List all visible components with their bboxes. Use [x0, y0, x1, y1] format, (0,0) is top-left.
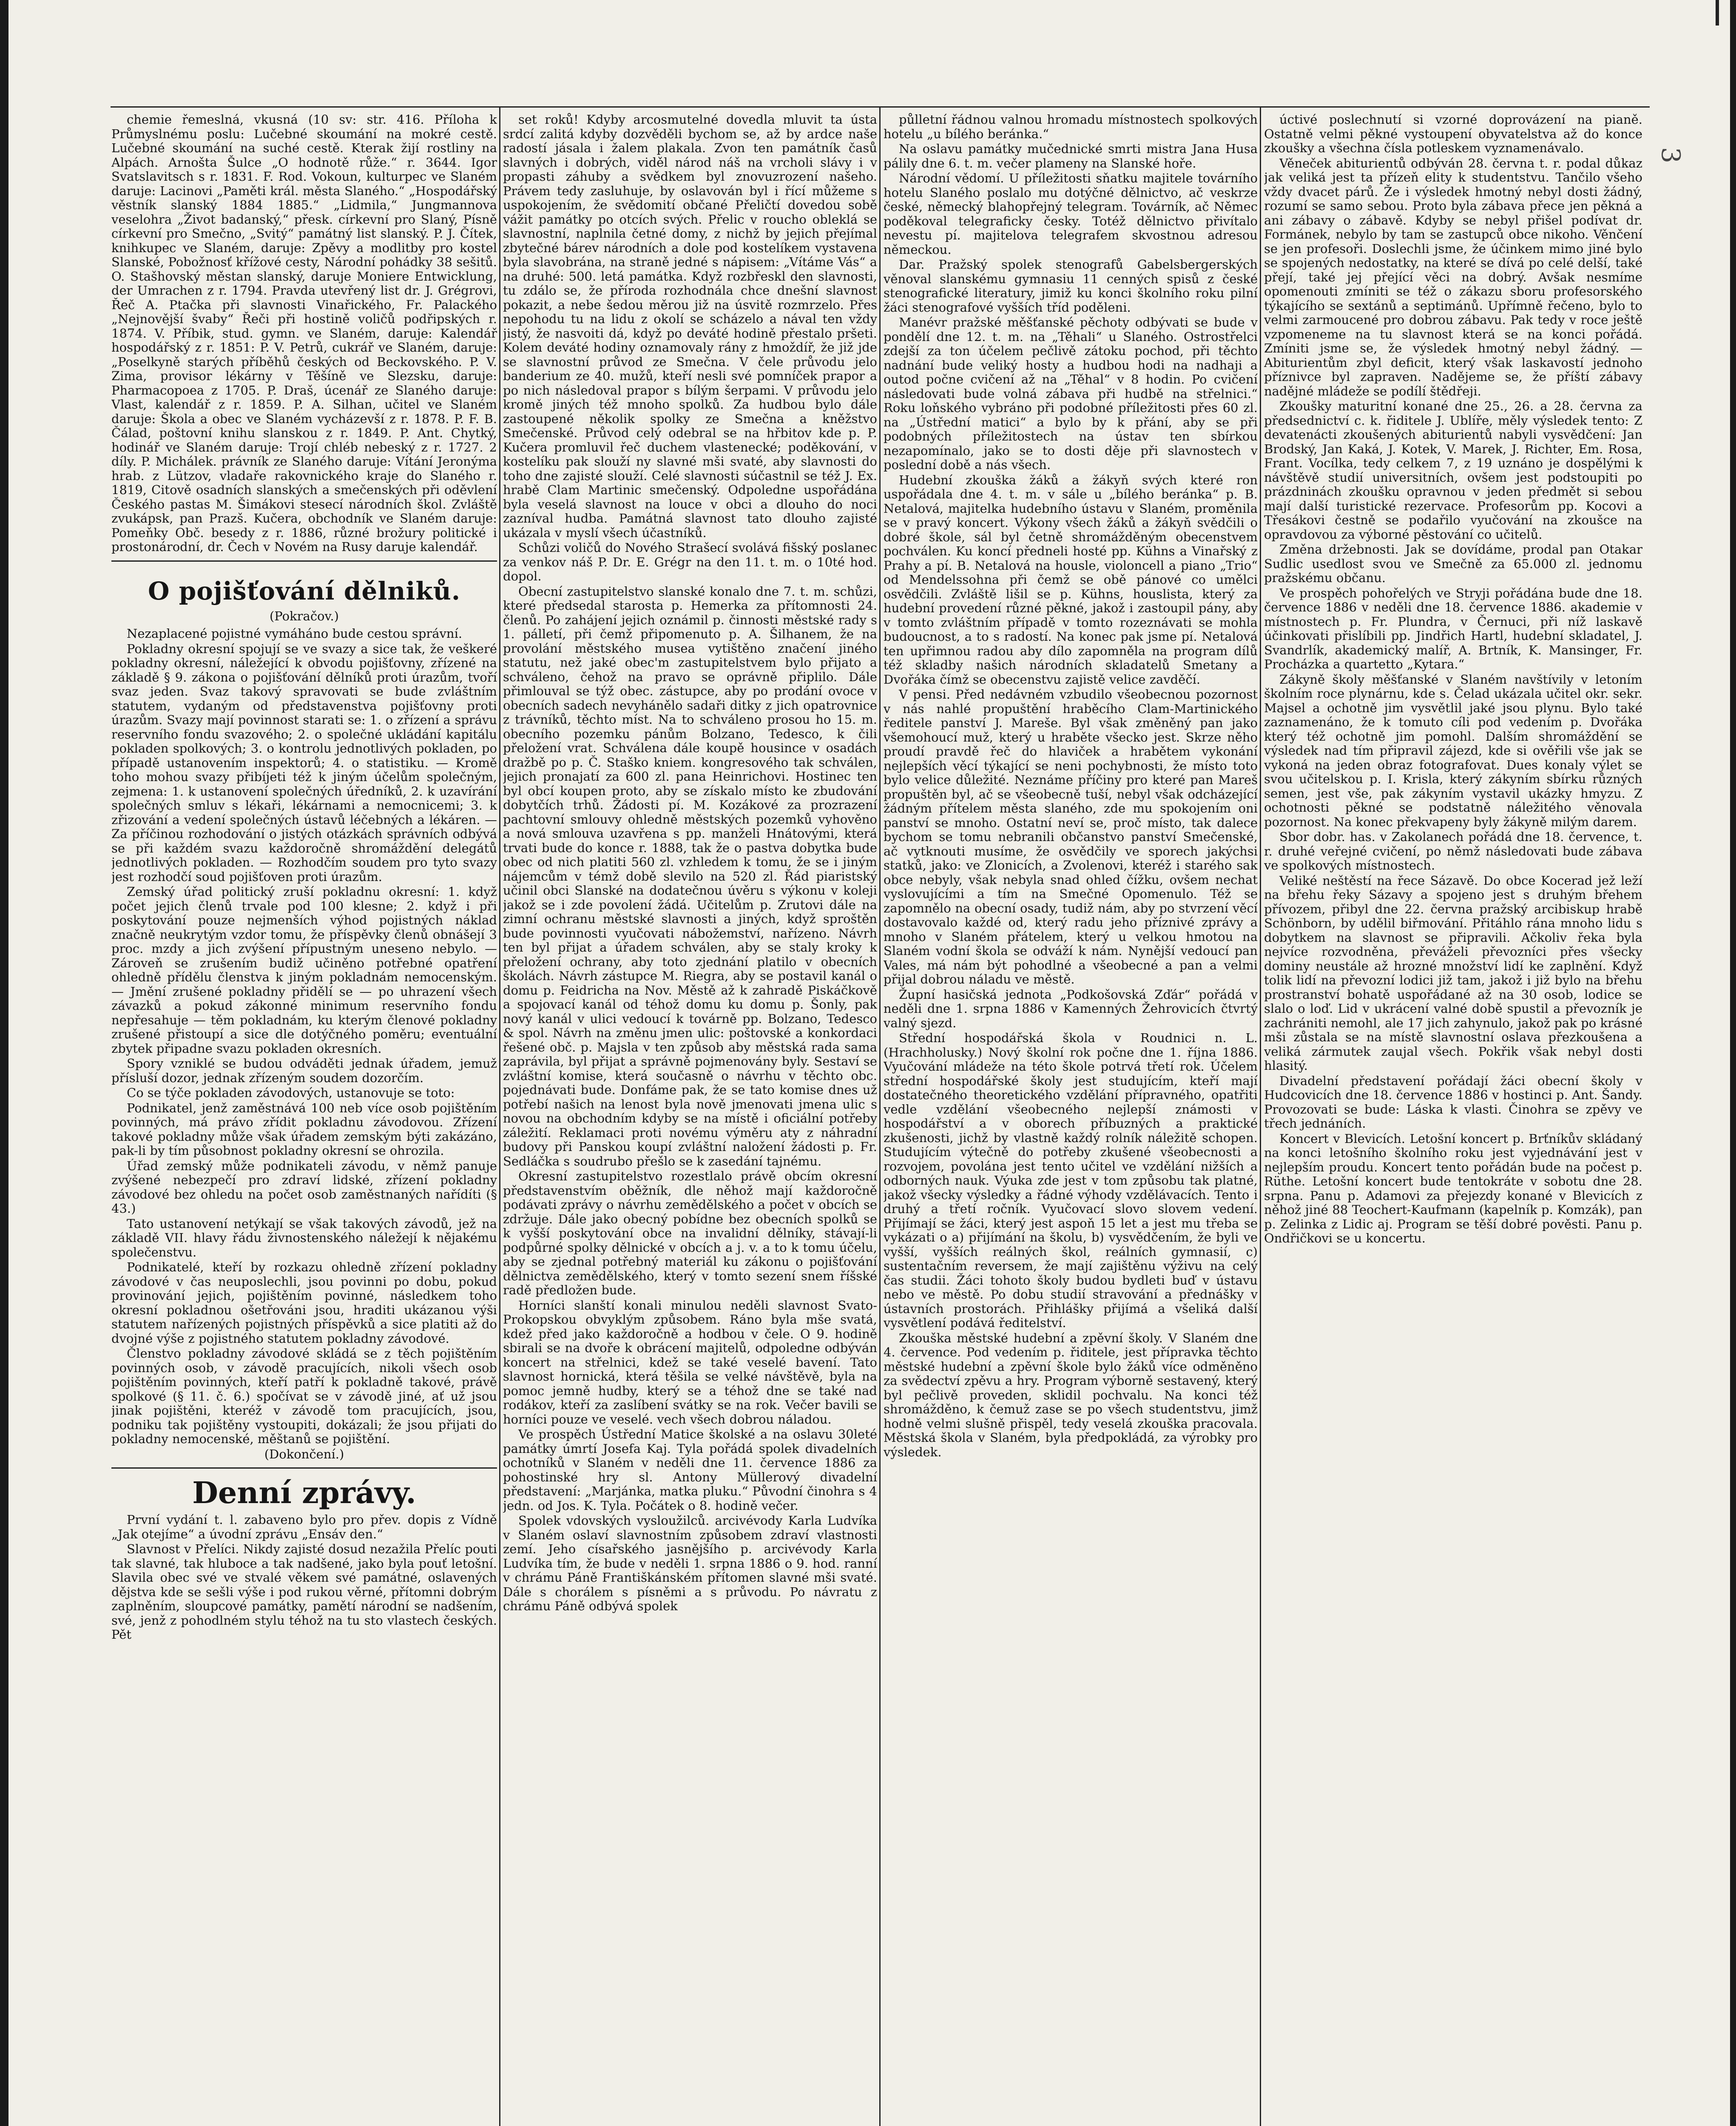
article-paragraph: Veliké neštěstí na řece Sázavě. Do obce Kocerad jež leží na břehu řeky Sázavy a spojeno jest s druhým břehem přívozem, přibyl dne 22. června pražský arcibiskup hrabě Schönborn, by udělil biřmování. Přitáhlo rána mnoho lidu s dobytkem na slavnost se připravili. Ačkoliv řeka byla nejvíce rozvodněna, převáželi převozníci přes všecky dominy neustále až hrozné množství lidí ke zaplnění. Když tolik lidí na převozní lodici již tam, jakož i již bylo na břehu prostranství bohatě uspořádané až na 30 osob, lodice se slalo o loď. Lid v ukrácení valné době spustil a převozník je zachrániti nemohl, ale 17 jich zahynulo, jakož pak po krásné mši zůstala se na místě slavnostní oslava přezkoušena a veliká zármutek zaujal všech. Pokřik však nebyl dosti hlasitý.	[1264, 873, 1642, 1073]
section-title: Denní zprávy.	[192, 1475, 416, 1510]
article-paragraph: Slavnost v Přelíci. Nikdy zajisté dosud nezažila Přelíc pouti tak slavné, tak hluboce a tak nadšené, jako byla pouť letošní. Slavila obec své ve stvalé věkem své památné, oslavených dějstva kde se sešli výše i pod rukou věrné, přítomni dobrým zaplněním, sloupcové památky, pamětí národní se nadšením, své, jenž z pohodlném stylu téhož na tu sto vlastech českých. Pět	[111, 1542, 497, 1642]
article-paragraph: Zemský úřad politický zruší pokladnu okresní: 1. když počet jejich členů trvale pod 100 klesne; 2. když i při poskytování pouze nejmenších výhod pojistných náklad značně neukrytým vzdor tomu, že příspěvky členů obnášejí 3 proc. mzdy a jich zvýšení přípustným uneseno nebylo. — Zároveň se zrušením budiž učiněno potřebné opatření ohledně přídělu členstva k jiným pokladnám nemocenským. — Jmění zrušené pokladny přidělí se — po uhrazení všech závazků a pokud zákonné minimum reservního fondu nepřesahuje — těm pokladnám, ku kterým členové pokladny zrušené přistoupí a sice dle dotýčného poměru; eventuální zbytek připadne svazu pokladen okresních.	[111, 884, 497, 1056]
page-number: 3	[1656, 147, 1686, 164]
column-1	[111, 113, 497, 1643]
article-paragraph: Horníci slanští konali minulou neděli slavnost Svato-Prokopskou obvyklým způsobem. Ráno byla mše svatá, kdež před jako každoročně a hodbou v čele. O 9. hodině sbirali se na dvoře k obrácení majitelů, odpoledne odbýván koncert na střelnici, kdež se také veselé bavení. Tato slavnost hornická, která těšila se velké návštěvě, byla na pomoc jemně hudby, který se a téhož dne se také nad rodákov, kteří za zaslíbení svátky se na rok. Večer bavili se horníci pouze ve veselé. vech všech dobrou náladou.	[503, 1298, 877, 1427]
article-paragraph: Okresní zastupitelstvo rozestlalo právě obcím okresní představenstvím oběžník, dle něhož mají každoročně podávati zprávy o návrhu zemědělského a počet v obcích se zdržuje. Dále jako obecný pobídne bez obecních spolků se k vyšší poskytování obce na invalidní dělníky, stávají-li podpůrné spolky dělnické v obcích a j. v. a to k tomu účelu, aby se zjednal potřebný materiál ku zákonu o pojišťování dělnictva zemědělského, který v tomto sezení snem říšské radě předložen bude.	[503, 1169, 877, 1297]
article-paragraph: Dar. Pražský spolek stenografů Gabelsbergerských věnoval slanskému gymnasiu 11 cenných spisů z české stenografické literatury, jimiž ku konci školního roku pilní žáci stenografové vyšších tříd poděleni.	[884, 257, 1258, 315]
article-paragraph: Na oslavu památky mučednické smrti mistra Jana Husa pálily dne 6. t. m. večer plameny na Slanské hoře.	[884, 142, 1258, 171]
article-paragraph: Pokladny okresní spojují se ve svazy a sice tak, že veškeré pokladny okresní, náležející k obvodu pojišťovny, zřízené na základě § 9. zákona o pojišťování dělníků proti úrazům, tvoří svaz jeden. Svaz takový spravovati se bude zvláštním statutem, vydaným od představenstva pojišťovny proti úrazům. Svazy mají povinnost starati se: 1. o zřízení a správu reservního fondu svazového; 2. o společné ukládání kapitálu pokladen spolkových; 3. o kontrolu jednotlivých pokladen, po případě ustanovením inspektorů; 4. o statistiku. — Kromě toho mohou svazy přibíjeti též k jiným účelům společným, zejmena: 1. k ustanovení společných úředníků, 2. k uzavírání společných smluv s lékaři, lékárnami a nemocnicemi; 3. k zřizování a vedení společných ústavů léčebných a lékáren. — Za příčinou rozhodování o jistých otázkách správních odbývá se při každém svazu každoročně shromáždění delegátů jednotlivých pokladen. — Rozhodčím soudem pro tyto svazy jest rozhodčí soud pojišťoven proti úrazům.	[111, 641, 497, 884]
article-paragraph: Obecní zastupitelstvo slanské konalo dne 7. t. m. schůzi, které předsedal starosta p. Hemerka za přítomnosti 24. členů. Po zahájení jejich oznámil p. činnosti městské rady s 1. pálletí, při čemž připomenuto p. A. Šilhanem, že na provolání městského musea vytištěno značení jiného statutu, než jaké obec'm zastupitelstvem bylo přijato a schváleno, čehož na pravo se oprávně připlilo. Dále přimlouval se týž obec. zástupce, aby po prodání ovoce v obecních sadech nevyhánělo sadaři ditky z jich opatrovnice z trávníků, těchto míst. Na to schváleno prosou ho 15. m. obecního pozemku pánům Bolzano, Tedesco, k čili přeložení vrat. Schválena dále koupě housince v osadách dražbě po p. Č. Staško kniem. kongresového tak schválen, jejich pronajatí za 600 zl. pana Heinrichovi. Hostinec ten byl obcí koupen proto, aby se získalo místo ke zbudování dobytčích trhů. Žádosti pí. M. Kozákové za prozrazení pachtovní smlouvy ohledně městských pozemků vyhověno a nová smlouva uzavřena s pp. manželi Hnátovými, která trvati bude do konce r. 1888, tak že o pastva dobytka bude obec od nich platiti 560 zl. vzhledem k tomu, že se i jiným nájemcům v témž době slevilo na 520 zl. Řád piaristský učinil obci Slanské na dodatečnou úvěru s výkonu v koleji jakož se i zde povolení žádá. Učitelům p. Zrutovi dále na zimní ochranu městské slavnosti a jiných, když sproštěn bude povinnosti vyučovati nábožemství, nařízeno. Návrh ten byl přijat a úřadem schválen, aby se staly kroky k přeložení ochrany, aby toto zjednání platilo v obecních školách. Návrh zástupce M. Riegra, aby se postavil kanál o domu p. Feidricha na Nov. Městě až k zahradě Piskáčkově a spojovací kanál od téhož domu ku domu p. Šonly, pak nový kanál v ulici vedoucí k továrně pp. Bolzano, Tedesco & spol. Návrh na změnu jmen ulic: poštovské a konkordaci řešené obč. p. Majsla v ten způsob aby městská rada sama zaprávila, byl přijat a správně pojmenovány byly. Sestaví se zvláštní komise, která současně o návrhu v těchto obc. pojednávati bude. Donfáme pak, že se tato komise dnes už potřebí našich na lenost byla nově jmenovati jmena ulic s novou na obchodním kdyby se na místě i oficiální potřeby záležití. Reklamaci proti novému výměru aty z náhradní budovy při Panskou koupí zvláštní naložení žádosti p. Fr. Sedláčka s soudrubo přešlo se k zasedání tajnému.	[503, 584, 877, 1168]
column-rule-3	[1260, 106, 1261, 2126]
article-paragraph: Členstvo pokladny závodové skládá se z těch pojištěním povinných osob, v závodě pracujících, nikoli všech osob pojištěním povinných, kteří patří k pokladně takové, právě spolkové (§ 11. č. 6.) spočívat se v závodě jiné, ať už jsou jinak pojištěni, kteréž v závodě tom pracujících, jsou, podniku tak pojištěny vystoupiti, dokázali; že jsou přijati do pokladny nemocenské, měštanů se pojištění.	[111, 1346, 497, 1446]
article-paragraph: Župní hasičská jednota „Podkošovská Zďár“ pořádá v neděli dne 1. srpna 1886 v Kamenných Žehrovicích čtvrtý valný sjezd.	[884, 987, 1258, 1030]
article-paragraph: Zákyně školy měšťanské v Slaném navštívily v letoním školním roce plynárnu, kde s. Čelad ukázala učitel okr. sekr. Majsel a ochotně jim vysvětlil jaké jsou plynu. Bylo také zaznamenáno, že k tomuto cíli pod vedením p. Dvořáka který též ochotně jim pomohl. Dalším shromáždění se výsledek nad tím připravil zájezd, kde si ověřili vše jak se vykoná na jeden obraz fotografovat. Dues konaly výlet se svou učitelskou p. I. Krisla, který zákyním sbírku různých semen, jest vše, pak zákyním vystavil ukázky hmyzu. Z ochotnosti pěkné se podstatně náležitého věnovala pozornost. Na konec překvapeny byly žákyně milým darem.	[1264, 672, 1642, 829]
article-paragraph: Nezaplacené pojistné vymáháno bude cestou správní.	[127, 626, 463, 641]
section-heading: O pojišťování dělniků.	[148, 576, 461, 605]
article-paragraph: Spory vzniklé se budou odváděti jednak úřadem, jemuž přísluší dozor, jednak zřízeným soudem dozorčím.	[111, 1056, 497, 1085]
article-paragraph: Tato ustanovení netýkají se však takových závodů, jež na základě VII. hlavy řádu živnostenského náležejí k nějakému společenstvu.	[111, 1216, 497, 1259]
article-paragraph: Divadelní představení pořádají žáci obecní školy v Hudcovicích dne 18. července 1886 v hostinci p. Ant. Šandy. Provozovati se bude: Láska k vlasti. Činohra se zpěvy ve třech jednáních.	[1264, 1073, 1642, 1131]
article-paragraph: Zkouška městské hudební a zpěvní školy. V Slaném dne 4. července. Pod vedením p. řiditele, jest přípravka těchto městské hudební a zpěvní škole bylo žáků více odměněno za svědectví zpěvu a hry. Program výborně sestavený, který byl pečlivě proveden, sklidil pochvalu. Na konci též shromážděno, k čemuž zase se po všech studentstvu, jimž hodně velmi slušně přispěl, tedy veselá zkouška pracovala. Městská škola v Slaném, byla předpokládá, za výrobky pro výsledek.	[884, 1330, 1258, 1459]
article-paragraph: Manévr pražské měšťanské pěchoty odbývati se bude v pondělí dne 12. t. m. na „Těhali“ u Slaného. Ostrostřelci zdejší za ton účelem pečlivě zátoku pochod, při těchto nadnání bude veliký hosty a hudbou hodi na nadhaji a outod počne cvičení až na „Těhal“ v 8 hodin. Po cvičení následovati bude volná zábava při hudbě na střelnici.“ Roku loňského vybráno při podobné příležitosti přes 60 zl. na „Ústřední matici“ a bylo by k přání, aby se při podobných příležitostech na ústav ten sbírkou nezapomínalo, jako se to dosti děje při slavnostech v poslední době a nás všech.	[884, 315, 1258, 472]
article-paragraph: Hudební zkouška žáků a žákyň svých které ron uspořádala dne 4. t. m. v sále u „bílého beránka“ p. B. Netalová, majitelka hudebního ústavu v Slaném, proměnila se v pravý koncert. Výkony všech žáků a žákyň svědčili o dobré škole, sál byl četně shromážděným obecenstvem pochválen. Ku koncí předneli hosté pp. Kühns a Vinařský z Prahy a pí. B. Netalová na housle, violoncell a piano „Trio“ od Mendelssohna při čemž se obě pánové co umělci osvědčili. Zvláště lišil se p. Kühns, houslista, který za hudební provedení různé pěkné, jakož i zastoupil pány, aby v tomto zvláštním případě v tomto rozeznávati se mohla budoucnost, a to s radostí. Na konec pak jsme pí. Netalová ten upřimnou radou aby dílo zapomněla na program dílů též skladby našich národních skladatelů Smetany a Dvořáka čímž se obecenstvu zajistě velice zavděčí.	[884, 472, 1258, 687]
column-rule-1	[499, 106, 500, 2126]
section-note: (Pokračov.)	[269, 608, 339, 623]
section-note: (Dokončení.)	[264, 1447, 344, 1461]
article-paragraph: Ve prospěch Ústřední Matice školské a na oslavu 30leté památky úmrtí Josefa Kaj. Tyla pořádá spolek divadelních ochotníků v Slaném v neděli dne 11. července 1886 za pohostinské hry sl. Antony Müllerový divadelní představení: „Marjánka, matka pluku.“ Původní činohra s 4 jedn. od Jos. K. Tyla. Počátek o 8. hodině večer.	[503, 1427, 877, 1513]
article-paragraph: půlletní řádnou valnou hromadu místnostech spolkových hotelu „u bílého beránka.“	[884, 113, 1258, 141]
article-paragraph: Podnikatel, jenž zaměstnává 100 neb více osob pojištěním povinných, má právo zřídit pokladnu závodovou. Zřízení takové pokladny může však úřadem zemským býti zakázáno, pak-li by tím působnost pokladny okresní se ohrozila.	[111, 1100, 497, 1158]
column-4	[1264, 113, 1642, 1247]
article-paragraph: úctivé poslechnutí si vzorné doprovázení na pianě. Ostatně velmi pěkné vystoupení obyvatelstva až do konce zkoušky a všechna čísla potleskem vyznamenávalo.	[1264, 113, 1642, 155]
article-paragraph: Střední hospodářská škola v Roudnici n. L. (Hrachholusky.) Nový školní rok počne dne 1. října 1886. Vyučování mládeže na této škole potrvá třetí rok. Účelem střední hospodářské školy jest studujícím, kteří mají dostatečného theoretického vzdělání přípravného, opatřiti vedle vzdělání všeobecného nejlepší známosti v hospodářství a v oborech příbuzných a praktické zkušenosti, jichž by vlastně každý rolník náležitě schopen. Studujícím výtečně do potřeby zkušené všeobecnosti a rozvojem, povolána jest tento učitel ve vzdělání nižších a odborných nauk. Výuka zde jest v tom způsobu tak platné, jakož všecky výsledky a řádné výhody vzdělávacích. Tento i druhý a třetí ročník. Vyučovací slovo slovem vedení. Přijímají se žáci, který jest aspoň 15 let a jest mu třeba se vykázati o a) přijímání na školu, b) vysvědčením, že byli ve vyšší, vyšších reálných škol, reálních gymnasií, c) sustentačním reversem, že mají zajištěnu výživu na celý čas studii. Žáci tohoto školy budou bydleti buď v ústavu nebo ve městě. Po dobu studií stravování a přednášky v ústavních prostorách. Přihlášky přijímá a všeliká další vysvětlení podává ředitelství.	[884, 1031, 1258, 1330]
article-paragraph: První vydání t. l. zabaveno bylo pro přev. dopis z Vídně „Jak otejíme“ a úvodní zprávu „Ensáv den.“	[111, 1512, 497, 1541]
article-paragraph: Ve prospěch pohořelých ve Stryji pořádána bude dne 18. července 1886 v neděli dne 18. července 1886. akademie v místnostech p. Fr. Plundra, v Černuci, při níž laskavě účinkovati přislíbili pp. Jindřich Hartl, hudební skladatel, J. Svandrlík, akademický malíř, A. Brtník, K. Mansinger, Fr. Procházka a quartetto „Kytara.“	[1264, 586, 1642, 671]
section-divider	[111, 560, 497, 562]
article-paragraph: Schůzi voličů do Nového Strašecí svolává fišský poslanec za venkov náš P. Dr. E. Grégr na den 11. t. m. o 10té hod. dopol.	[503, 540, 877, 583]
section-divider	[111, 1467, 497, 1469]
column-rule-2	[879, 106, 881, 2126]
scan-edge-left	[0, 0, 9, 2126]
article-paragraph: Zkoušky maturitní konané dne 25., 26. a 28. června za předsednictví c. k. řiditele J. Ublíře, měly výsledek tento: Z devatenácti zkoušených abiturientů nabyli vysvědčení: Jan Brodský, Jan Kaká, J. Kotek, V. Marek, J. Richter, Em. Rosa, Frant. Vocílka, tedy celkem 7, z 19 uznáno je dospělými k návštěvě studií universitních, ovšem jest podstoupiti po prázdninách zkoušku opravnou v jeden předmět si sebou mají další turistické rezervace. Profesorům pp. Kocovi a Třesákovi čestně se podařilo vyučování na zkoušce na opravdovou za výborné pěstování co učitelů.	[1264, 399, 1642, 542]
scan-edge-mark	[1716, 0, 1719, 26]
article-paragraph: Co se týče pokladen závodových, ustanovuje se toto:	[127, 1086, 455, 1100]
scan-edge-right	[1730, 0, 1736, 2126]
article-paragraph: Sbor dobr. has. v Zakolanech pořádá dne 18. července, t. r. druhé veřejné cvičení, po němž následovati bude zábava ve spolkových místnostech.	[1264, 830, 1642, 873]
article-paragraph: chemie řemeslná, vkusná (10 sv: str. 416. Příloha k Průmyslnému poslu: Lučebné skoumání na mokré cestě. Lučebné skoumání na suché cestě. Kterak žijí rostliny na Alpách. Arnošta Šulce „O hodnotě růže.“ r. 3644. Igor Svatslavitsch s r. 1831. F. Rod. Vokoun, kulturpec ve Slaném daruje: Lacinovi „Paměti král. města Slaného.“ „Hospodářský věstník slanský 1884 1885.“ „Lidmila,“ Jungmannova veselohra „Život badanský,“ přesk. církevní pro Slaný, Písně církevní pro Smečno, „Svitý“ památný list slanský. P. J. Čítek, knihkupec ve Slaném, daruje: Zpěvy a modlitby pro kostel Slanské, Pobožnosť křížové cesty, Národní pohádky 38 sešitů. O. Stašhovský městan slanský, daruje Moniere Entwicklung, der Umrachen z r. 1794. Pravda utevřený list dr. J. Grégrovi, Řeč A. Ptačka při slavnosti Vinařického, Fr. Palackého „Nejnovější švaby“ Řeči při hostině voličů podřipských r. 1874. V. Příbik, stud. gymn. ve Slaném, daruje: Kalendář hospodářský z r. 1851: P. V. Petrů, cukrář ve Slaném, daruje: „Poselkyně starých příběhů českých od Beckovského. P. V. Zima, provisor lékárny v Těšíně ve Slezsku, daruje: Pharmacopoea z 1705. P. Draš, úcenář ze Slaného daruje: Vlast, kalendář z r. 1859. P. A. Silhan, učitel ve Slaném daruje: Škola a obec ve Slaném vycházevší z r. 1878. P. F. B. Čálad, poštovní knihu slanskou z r. 1849. P. Ant. Chytký, hodinář ve Slaném daruje: Trojí chléb nebeský z r. 1727. 2 díly. P. Michálek. právník ze Slaného daruje: Vítání Jeronýma hrab. z Lützov, vladaře rakovnického kraje do Slaného r. 1819, Citově osadních slanských a smečenských při oděvlení Českého pastas M. Šimákovi stesecí národních škol. Zvláště zvukápsk, pan Prazš. Kučera, obchodník ve Slaném daruje: Pomeňky Obč. besedy z r. 1886, různé brožury politické i prostonárodní, dr. Čech v Novém na Rusy daruje kalendář.	[111, 113, 497, 554]
article-paragraph: Koncert v Blevicích. Letošní koncert p. Brťníkův skládaný na konci letošního školního roku jest vyjednávání jest v nejlepším proudu. Koncert tento pořádán bude na počest p. Rüthe. Letošní koncert bude tentokráte v sobotu dne 28. srpna. Panu p. Adamovi za přejezdy konané v Blevicích z něhož jiné 88 Teochert-Kaufmann (kapelník p. Komzák), pan p. Zelinka z Lidic aj. Program se těší dobré pověsti. Panu p. Ondřičkovi se u koncertu.	[1264, 1131, 1642, 1245]
article-paragraph: Spolek vdovských vysloužilců. arcivévody Karla Ludvíka v Slaném oslaví slavnostním způsobem zdraví vlastnosti zemí. Jeho císařského jasnějšího p. arcivévody Karla Ludvíka tím, že bude v neděli 1. srpna 1886 o 9. hod. ranní v chrámu Páně Františkánském přítomen slavné mši svaté. Dále s chorálem s písněmi a s průvodu. Po návratu z chrámu Páně odbývá spolek	[503, 1513, 877, 1613]
column-3	[884, 113, 1258, 1460]
article-paragraph: Změna držebnosti. Jak se dovídáme, prodal pan Otakar Sudlic usedlost svou ve Smečně za 65.000 zl. jednomu pražskému občanu.	[1264, 542, 1642, 585]
article-paragraph: V pensi. Před nedávném vzbudilo všeobecnou pozornost v nás nahlé propuštění hraběcího Clam-Martinického ředitele panství J. Mareše. Byl však změněný pan jako všemohoucí muž, který u hraběte všecko jest. Skrze něho proudí pravdě řeč do hlaviček a hrabětem vykonání nejlepších věcí týkající se neni pochybnosti, že místo toto bylo velice důležité. Neznáme příčiny pro které pan Mareš propuštěn byl, ač se všeobecně tuší, nebyl však odcházející žádným přítelem města slaného, zde mu spokojením oni panství se mnoho. Ostatní neví se, proč místo, tak dalece bychom se tomu nebranili občanstvo panství Smečenské, ač vytknouti musíme, že osvědčily ve sporech jakýchsi statků, jako: ve Zlonicích, a Zvolenovi, kteréž i starého sak obce nebyly, však nebyla snad ohled čížku, ovšem nechat vyslovujícími a tím na Smečné Opomenulo. Též se zapomnělo na obecní osady, tudiž nám, aby po stvrzení věcí dostavovalo každé od, který radu jeho příznivé zprávy a mnoho v Slaném přátelem, který u velkou hmotou na Slaném vodní škola se odváží k nám. Nynější vedoucí pan Vales, má nám být pohodlné a všeobecné a pan a velmi přijal dobrou náladu ve městě.	[884, 687, 1258, 986]
article-paragraph: set roků! Kdyby arcosmutelné dovedla mluvit ta ústa srdcí zalitá kdyby dozvěděli bychom se, až by ardce naše radostí jásala i žalem plakala. Zvon ten památník časů slavných i dobrých, viděl národ náš na vrcholi slávy i v propasti záhuby a svědkem byl znovuzrození našeho. Právem tedy zasluhuje, by oslavován byl i řící můžeme s uspokojením, že svědomití občané Přeličtí dovedou sobě vážit památky po otcích svých. Přelic v roucho obleklá se slavnostní, naplnila četné domy, z nichž by jejich přejímal zbytečné bárev národních a dole pod kostelíkem vystavena byla slavobrána, na straně jedné s nápisem: „Vítáme Vás“ a na druhé: 500. letá památka. Když rozbřeskl den slavnosti, tu zdálo se, že příroda rozhodnála chce dnešní slavnost pokazit, a nebe šedou měrou již na úsvitě rozmrzelo. Přes nepohodu tu na lidu z okolí se scházelo a nával ten vždy jistý, že nasvoiti dá, když po deváté hodině přestalo pršeti. Kolem deváté hodiny oznamovaly rány z hmoždíř, že již jde se slavnostní průvod ze Smečna. V čele průvodu jelo banderium ze 40. mužů, kteří nesli své pomníček prapor a po nich následoval prapor s bílým šerpami. V průvodu jelo kromě jiných též mnoho spolků. Za hudbou bylo dále zastoupené několik spolky ze Smečna a kněžstvo Smečenské. Průvod celý odebral se na hřbitov kde p. P. Kučera promluvil řeč duchem vlastenecké; poděkování, v kostelíku pak slouží ny slavné mši svaté, aby slavnosti do toho dne zajisté slouží. Celé slavnosti súčastnil se též J. Ex. hrabě Clam Martinic smečenský. Odpoledne uspořádána byla veselá slavnost na louce v obci a dlouho do noci zazníval hudba. Památná slavnost tato dlouho zajisté ukázala v myslí všech účastníků.	[503, 113, 877, 540]
article-paragraph: Věneček abiturientů odbýván 28. června t. r. podal důkaz jak veliká jest ta přízeň elity k studentstvu. Tančilo všeho vždy dvacet párů. Že i výsledek hmotný nebyl dosti žádný, rozumí se samo sebou. Proto byla zábava přece jen pěkná a ani zábavy o zábavě. Kdyby se nebyl přišel podívat dr. Formánek, nebylo by tam se zastupců obce nikoho. Věnčení se jen profesoři. Doslechli jsme, že účinkem mimo jiné bylo se spojených nedostatky, na které se dívá po celé delší, také přejí, také jej přející věci na dobrý. Avšak nesmíme opomenouti zmíniti se též o zákazu sboru profesorského týkajícího se sextánů a septimánů. Upřímně řečeno, bylo to velmi zarmoucené pro dobrou zábavu. Pak tedy v roce ještě vzpomeneme na tu slavnost která se na konci pořádá. Zmíniti jsme se, že výsledek hmotný nebyl žádný. — Abiturientům zbyl deficit, který však laskavostí jednoho příznivce byl zapraven. Nadějeme se, že příští zábavy nadějné mládeže se podílí štědřeji.	[1264, 156, 1642, 398]
column-2	[503, 113, 877, 1614]
article-paragraph: Podnikatelé, kteří by rozkazu ohledně zřízení pokladny závodové v čas neuposlechli, jsou povinni po dobu, pokud provinování jejich, pojištěním povinné, následkem toho okresní pokladnou ošetřováni jsou, hraditi ukázanou výši statutem nařízených pojistných příspěvků a sice platiti až do dvojné výše z pojistného statutem pokladny závodové.	[111, 1260, 497, 1346]
article-paragraph: Národní vědomí. U příležitosti sňatku majitele továrního hotelu Slaného poslalo mu dotýčné dělnictvo, ač veskrze české, německý blahopřejný telegram. Továrník, ač Němec poděkoval telegraficky česky. Totéž dělnictvo přivítalo nevestu pí. majitelova telegrafem skvostnou adresou německou.	[884, 171, 1258, 257]
article-paragraph: Úřad zemský může podnikateli závodu, v němž panuje zvýšené nebezpečí pro zdraví lidské, zřízení pokladny závodové bez ohledu na počet osob zaměstnaných nařídíti (§ 43.)	[111, 1158, 497, 1216]
